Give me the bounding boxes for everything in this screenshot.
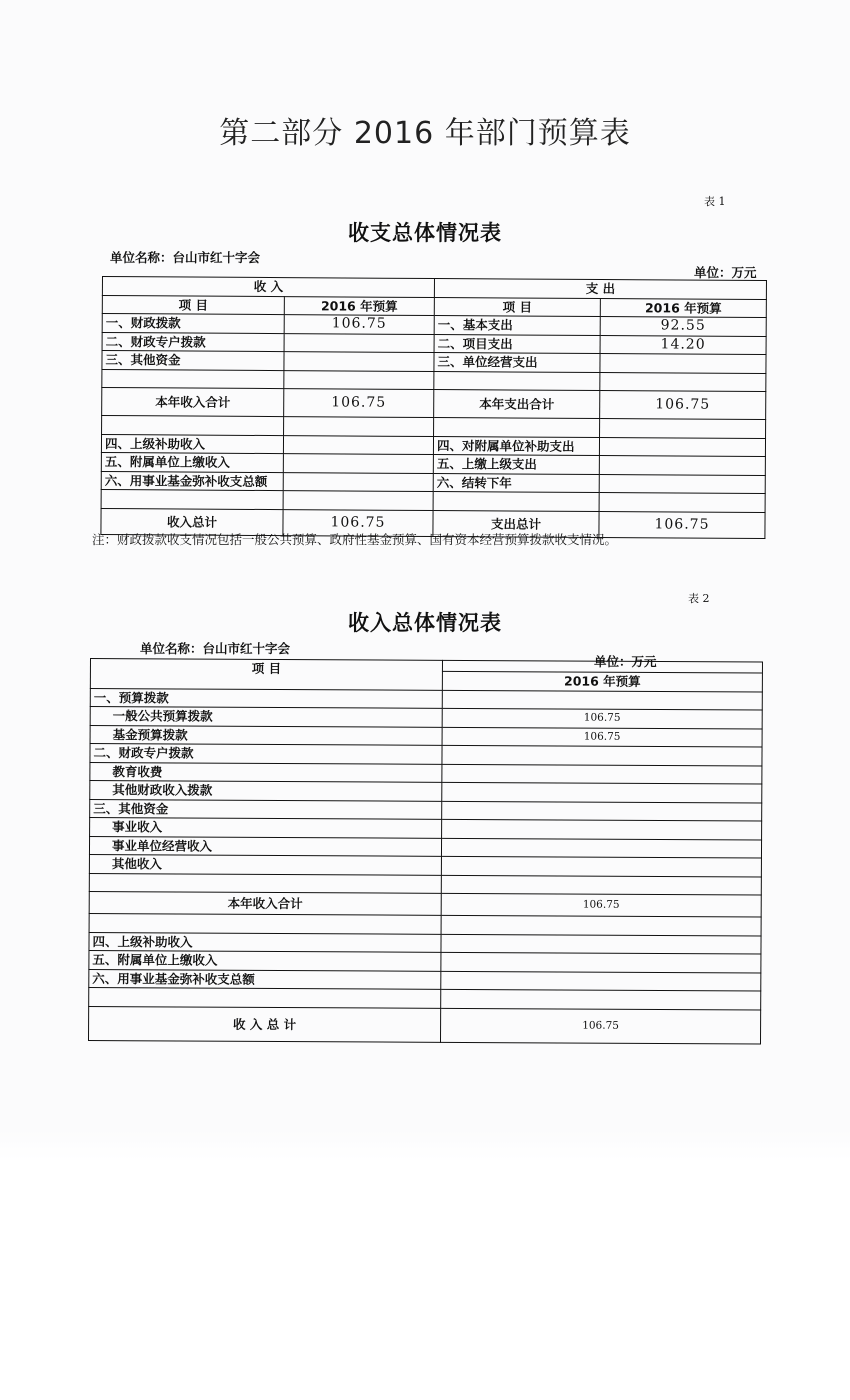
table1-exp-label: 本年支出合计 <box>434 390 600 419</box>
table2-title: 收入总体情况表 <box>348 610 502 635</box>
table2-label: 其他收入 <box>89 854 441 874</box>
table2-label: 三、其他资金 <box>90 799 442 819</box>
table1-exp-label: 三、单位经营支出 <box>434 353 600 373</box>
table1-inc-total-value: 106.75 <box>283 509 433 536</box>
table1-title: 收支总体情况表 <box>348 220 502 245</box>
table2-container <box>88 658 763 1044</box>
table1-inc-value <box>284 417 434 436</box>
table2-header-row <box>90 659 762 674</box>
table1-exp-value <box>599 437 765 457</box>
table1-inc-label: 三、其他资金 <box>102 351 284 371</box>
table2-tag: 表 2 <box>688 592 710 605</box>
table1-unit-name: 单位名称：台山市红十字会 <box>110 250 261 265</box>
table2-value <box>441 915 761 935</box>
table1-exp-value <box>599 493 765 513</box>
table2-value <box>441 838 761 858</box>
table2-value <box>441 934 761 954</box>
table1-inc-value <box>283 491 433 510</box>
table1-inc-value <box>283 454 433 473</box>
table1-exp-label: 五、上缴上级支出 <box>433 455 599 475</box>
table1-inc-label: 五、附属单位上缴收入 <box>101 452 283 472</box>
table1-inc-label <box>102 369 284 389</box>
table1-inc-label: 六、用事业基金弥补收支总额 <box>101 471 283 491</box>
table1-container <box>100 276 767 539</box>
table2-label: 基金预算拨款 <box>90 725 442 745</box>
table2-value <box>442 764 762 784</box>
table2-value <box>441 971 761 991</box>
table1-inc-label: 四、上级补助收入 <box>101 434 283 454</box>
table2-label <box>89 987 441 1007</box>
table1-inc-label <box>101 489 283 509</box>
table2-label: 五、附属单位上缴收入 <box>89 950 441 970</box>
table1-exp-label: 二、项目支出 <box>434 334 600 354</box>
table1-inc-label <box>102 416 284 436</box>
table1-exp-label <box>434 418 600 438</box>
table2-value: 106.75 <box>441 893 761 917</box>
table1-income-header: 收 入 <box>102 277 434 298</box>
table1-expense-item-header: 项 目 <box>434 297 600 317</box>
table2-label: 一般公共预算拨款 <box>90 707 442 727</box>
table1-exp-total-value: 106.75 <box>599 511 765 538</box>
table2-value <box>441 856 761 876</box>
table1-exp-value: 14.20 <box>600 335 766 355</box>
table1-exp-label: 六、结转下年 <box>433 473 599 493</box>
table2-label: 其他财政收入拨款 <box>90 781 442 801</box>
table1-expense-header: 支 出 <box>434 279 766 300</box>
table2-unit-name: 单位名称：台山市红十字会 <box>140 641 291 656</box>
table1-exp-value <box>600 354 766 374</box>
table1-tag: 表 1 <box>704 195 726 208</box>
table2-label: 六、用事业基金弥补收支总额 <box>89 969 441 989</box>
table2-unit: 单位：万元 <box>594 654 657 669</box>
table1-exp-label <box>434 371 600 391</box>
table1-row <box>102 388 766 420</box>
table2-value <box>441 989 761 1009</box>
table1-inc-value <box>284 352 434 371</box>
table1-exp-total-label: 支出总计 <box>433 510 599 537</box>
table1-exp-value: 106.75 <box>600 391 766 420</box>
table1-unit: 单位：万元 <box>694 265 757 280</box>
table2-label <box>89 913 441 933</box>
table2-label: 事业单位经营收入 <box>89 836 441 856</box>
table2-label: 二、财政专户拨款 <box>90 744 442 764</box>
table2-value <box>442 745 762 765</box>
table1-note: 注：财政拨款收支情况包括一般公共预算、政府性基金预算、国有资本经营预算拨款收支情况。 <box>92 532 618 547</box>
table1-inc-value: 106.75 <box>284 315 434 334</box>
table2-value <box>442 801 762 821</box>
table1-income-budget-header: 2016 年预算 <box>284 296 434 315</box>
table2-value <box>442 782 762 802</box>
table2-value <box>441 875 761 895</box>
table1-exp-value: 92.55 <box>600 317 766 337</box>
table1-inc-value <box>284 333 434 352</box>
table2-label: 教育收费 <box>90 762 442 782</box>
table1-inc-value: 106.75 <box>284 389 434 418</box>
table2-total-value: 106.75 <box>440 1008 760 1044</box>
table1-inc-value <box>283 472 433 491</box>
table1-inc-label: 一、财政拨款 <box>102 314 284 334</box>
table2-item-header: 项 目 <box>90 659 442 690</box>
table2-label <box>89 873 441 893</box>
table2-total-row <box>88 1006 760 1044</box>
table2-label: 事业收入 <box>90 818 442 838</box>
table1-exp-value <box>599 474 765 494</box>
table2-value <box>442 690 762 710</box>
table2-label: 四、上级补助收入 <box>89 932 441 952</box>
table1 <box>100 276 767 539</box>
table2-value <box>441 952 761 972</box>
table2-value: 106.75 <box>442 727 762 747</box>
table1-expense-budget-header: 2016 年预算 <box>600 298 766 318</box>
table2-budget-header: 2016 年预算 <box>442 671 762 691</box>
table2-total-label: 收 入 总 计 <box>88 1006 440 1042</box>
table1-inc-label: 本年收入合计 <box>102 388 284 417</box>
table2-label: 一、预算拨款 <box>90 688 442 708</box>
table1-inc-label: 二、财政专户拨款 <box>102 332 284 352</box>
table1-exp-label: 一、基本支出 <box>434 316 600 336</box>
table2 <box>88 658 763 1044</box>
table1-exp-value <box>599 456 765 476</box>
table1-inc-value <box>283 435 433 454</box>
table1-exp-value <box>600 419 766 439</box>
table1-exp-label <box>433 492 599 512</box>
table1-income-item-header: 项 目 <box>102 295 284 315</box>
table1-exp-label: 四、对附属单位补助支出 <box>433 436 599 456</box>
page-title: 第二部分 2016 年部门预算表 <box>219 116 631 151</box>
table1-inc-total-label: 收入总计 <box>101 508 283 535</box>
table2-value <box>442 819 762 839</box>
table2-value: 106.75 <box>442 708 762 728</box>
table1-exp-value <box>600 372 766 392</box>
table1-inc-value <box>284 370 434 389</box>
table2-label: 本年收入合计 <box>89 891 441 915</box>
